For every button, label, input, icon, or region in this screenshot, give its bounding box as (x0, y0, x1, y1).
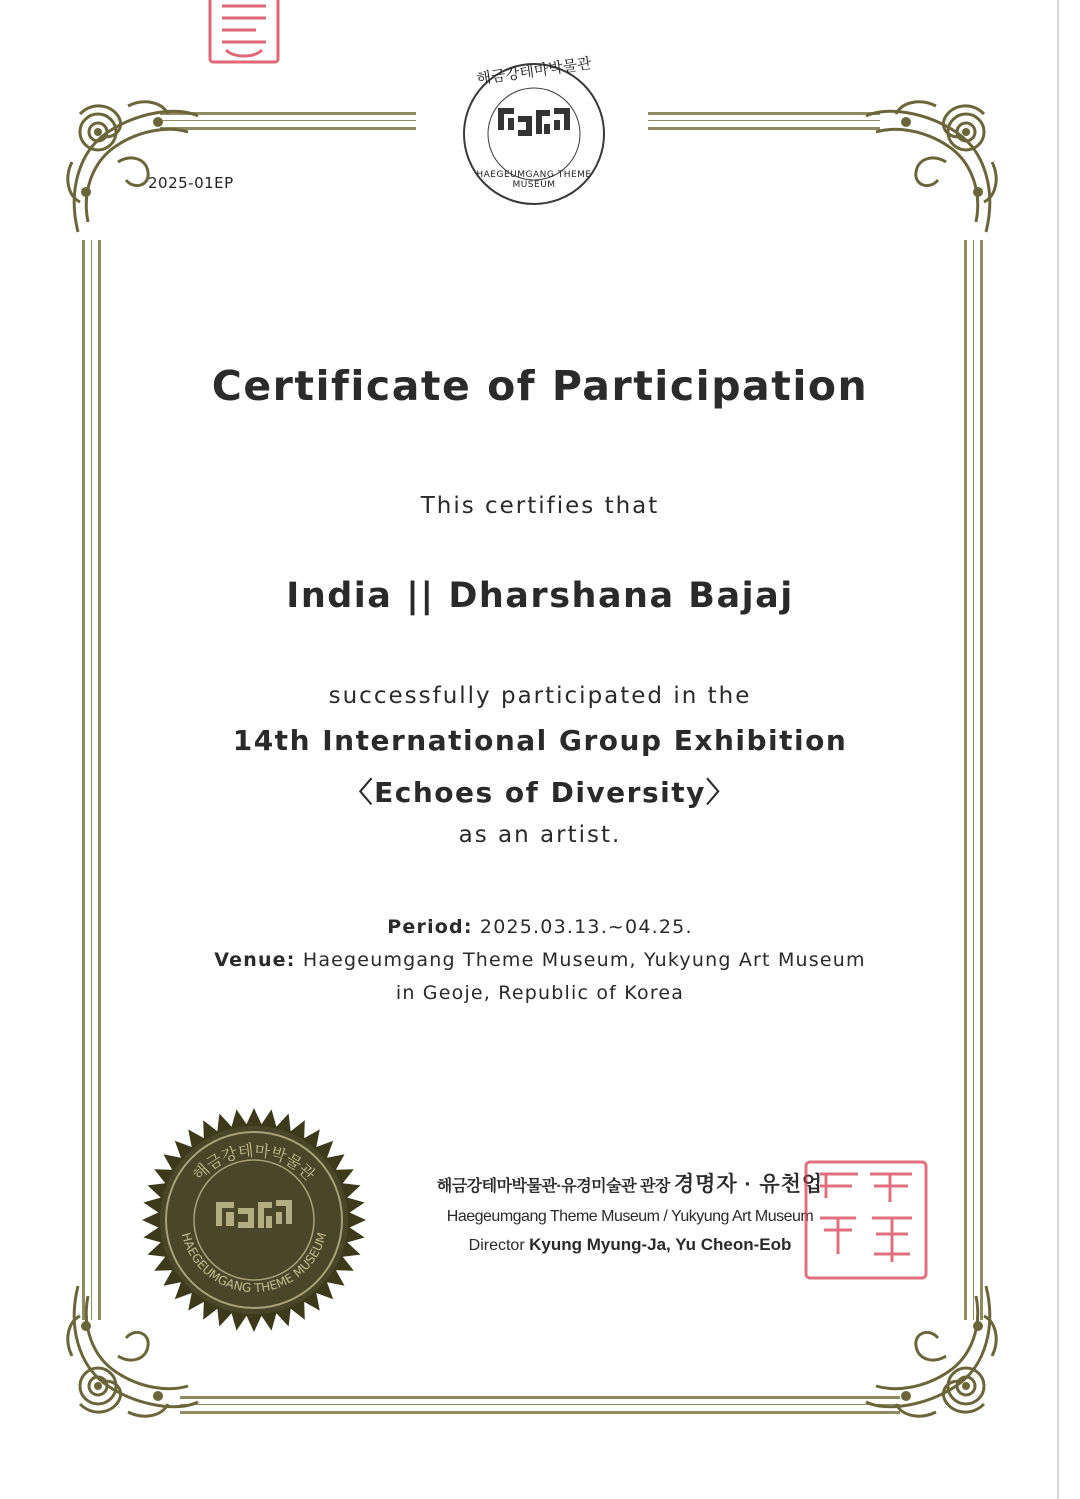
seal-english-text: HAEGEUMGANG THEME MUSEUM (178, 1230, 330, 1296)
signature-korean-institutions: 해금강테마박물관·유경미술관 관장 (436, 1178, 670, 1195)
museum-logo-korean-text: 해금강테마박물관 (475, 54, 593, 88)
signature-block (410, 1168, 850, 1255)
period-value: 2025.03.13.~04.25. (479, 916, 693, 938)
participation-text: successfully participated in the (328, 683, 752, 709)
ornament-corner-bottom-right (856, 1276, 1006, 1426)
exhibition-name: 14th International Group Exhibition (232, 724, 848, 757)
venue-line-2: in Geoje, Republic of Korea (395, 982, 685, 1004)
period-label: Period: (387, 916, 473, 938)
role-text: as an artist. (458, 822, 622, 848)
certificate-title: Certificate of Participation (211, 362, 869, 410)
director-label: Director (468, 1237, 525, 1254)
venue-label: Venue: (214, 949, 296, 971)
recipient-name: India || Dharshana Bajaj (286, 576, 794, 616)
signature-director-line (410, 1235, 850, 1255)
venue-value: Haegeumgang Theme Museum, Yukyung Art Museum (302, 949, 866, 971)
certifies-text: This certifies that (420, 493, 660, 519)
document-number: 2025-01EP (148, 174, 234, 192)
gold-seal-icon (140, 1106, 368, 1334)
red-seal-stamp-icon (206, 0, 282, 70)
ornament-corner-top-right (856, 92, 1006, 242)
director-red-seal-icon (800, 1158, 932, 1282)
director-names: Kyung Myung-Ja, Yu Cheon-Eob (529, 1235, 792, 1254)
signature-korean-line (410, 1168, 850, 1198)
signature-korean-names: 경명자 · 유천업 (673, 1173, 824, 1196)
seal-korean-text: 해금강테마박물관 (189, 1140, 319, 1185)
venue-line (120, 949, 960, 971)
ornament-corner-top-left (58, 92, 208, 242)
museum-logo-english-text: HAEGEUMGANG THEME MUSEUM (476, 170, 592, 190)
signature-english-institutions: Haegeumgang Theme Museum / Yukyung Art Museum (446, 1208, 814, 1225)
exhibition-subtitle: 〈Echoes of Diversity〉 (344, 776, 736, 809)
period-line (120, 916, 960, 938)
page-edge (1057, 0, 1059, 1499)
